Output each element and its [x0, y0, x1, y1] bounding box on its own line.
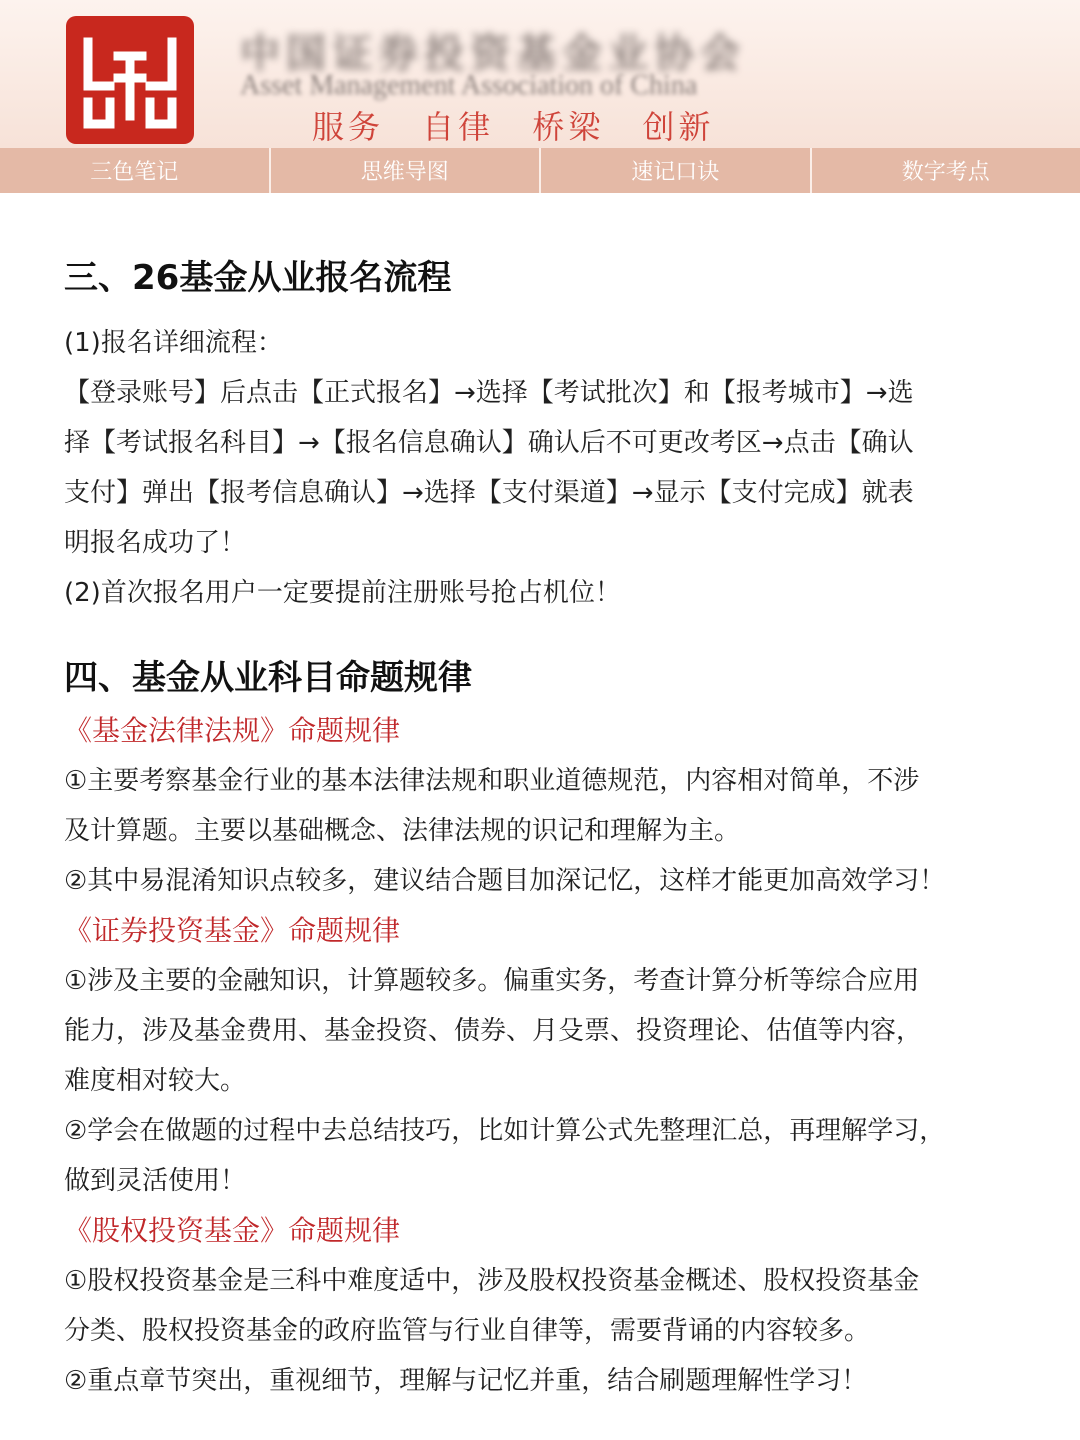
section3-line: 明报名成功了！: [64, 528, 247, 558]
subject-line: ②其中易混淆知识点较多，建议结合题目加深记忆，这样才能更加高效学习！: [64, 866, 946, 896]
section3-line: 【登录账号】后点击【正式报名】→选择【考试批次】和【报考城市】→选: [64, 378, 914, 408]
slogan: 服务 自律 桥梁 创新: [312, 108, 715, 146]
nav-tab-mind-map[interactable]: 思维导图: [271, 148, 542, 193]
org-name-cn: 中国证券投资基金业协会: [240, 30, 746, 77]
section3-line: (1)报名详细流程：: [64, 328, 283, 358]
org-name-en: Asset Management Association of China: [240, 70, 698, 101]
nav-tab-mnemonics[interactable]: 速记口诀: [541, 148, 812, 193]
seal-logo-icon: [66, 16, 194, 144]
section3-line: 择【考试报名科目】→【报名信息确认】确认后不可更改考区→点击【确认: [64, 428, 914, 458]
subject-line: ①主要考察基金行业的基本法律法规和职业道德规范，内容相对简单，不涉: [64, 766, 920, 796]
nav-tab-three-color-notes[interactable]: 三色笔记: [0, 148, 271, 193]
association-logo: [66, 16, 194, 144]
section3-line: 支付】弹出【报考信息确认】→选择【支付渠道】→显示【支付完成】就表: [64, 478, 914, 508]
section3-line: (2)首次报名用户一定要提前注册账号抢占机位！: [64, 578, 621, 608]
nav-bar: [0, 148, 1080, 193]
subject-line: ①股权投资基金是三科中难度适中，涉及股权投资基金概述、股权投资基金: [64, 1266, 920, 1296]
subject-heading: 《股权投资基金》命题规律: [64, 1214, 401, 1247]
section3-title: 三、26基金从业报名流程: [64, 258, 452, 298]
subject-line: 难度相对较大。: [64, 1066, 247, 1096]
section4-title: 四、基金从业科目命题规律: [64, 658, 472, 698]
subject-heading: 《基金法律法规》命题规律: [64, 714, 401, 747]
subject-line: ②学会在做题的过程中去总结技巧，比如计算公式先整理汇总，再理解学习，: [64, 1116, 946, 1146]
header-banner: [0, 0, 1080, 148]
subject-line: ②重点章节突出，重视细节，理解与记忆并重，结合刷题理解性学习！: [64, 1366, 868, 1396]
subject-line: 分类、股权投资基金的政府监管与行业自律等，需要背诵的内容较多。: [64, 1316, 871, 1346]
article-content: [64, 250, 1024, 1406]
subject-line: 及计算题。主要以基础概念、法律法规的识记和理解为主。: [64, 816, 741, 846]
subject-heading: 《证券投资基金》命题规律: [64, 914, 401, 947]
subject-line: ①涉及主要的金融知识，计算题较多。偏重实务，考查计算分析等综合应用: [64, 966, 920, 996]
nav-tab-number-points[interactable]: 数字考点: [901, 160, 990, 185]
subject-line: 做到灵活使用！: [64, 1166, 247, 1196]
subject-line: 能力，涉及基金费用、基金投资、债券、月殳票、投资理论、估值等内容，: [64, 1016, 923, 1046]
